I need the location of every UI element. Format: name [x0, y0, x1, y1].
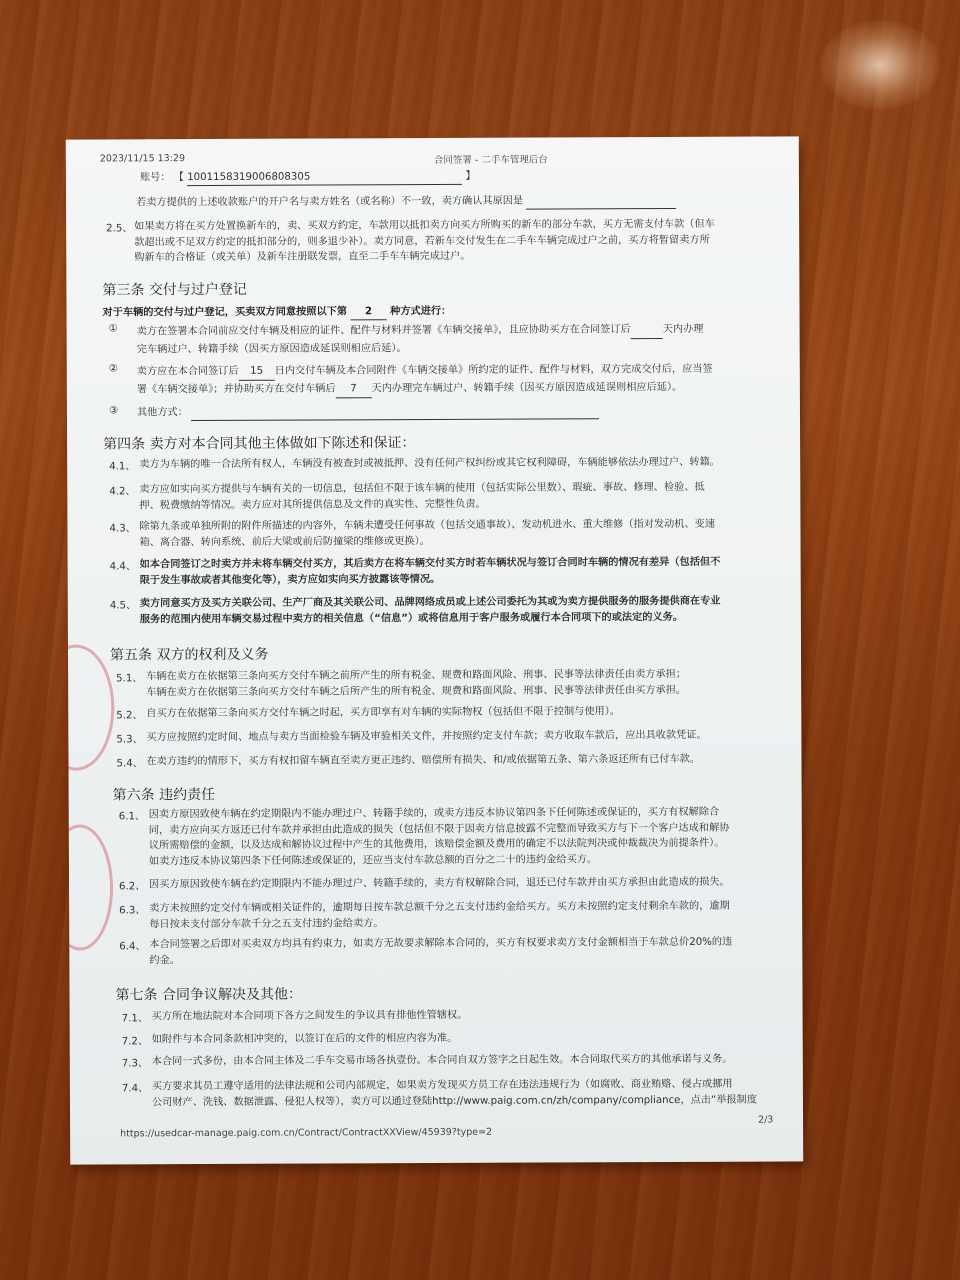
clause-text — [139, 517, 715, 551]
section-4-title: 第四条 卖方对本合同其他主体做如下陈述和保证： — [103, 435, 416, 453]
clause-text — [140, 594, 721, 628]
clause-line: 买方应按照约定时间、地点与卖方当面检验车辆及审验相关文件，并按照约定支付车款；卖方收取车款后，应出具收款凭证。 — [146, 729, 707, 744]
clause-number: 4.2、 — [109, 486, 136, 498]
clause-line: 卖方为车辆的唯一合法所有权人，车辆没有被查封或被抵押、没有任何产权纠纷或其它权利障碍，车辆能够依法办理过户、转籍。 — [139, 456, 720, 471]
option-1-line-2: 完车辆过户、转籍手续（因买方原因造成延误则相应后延）。 — [136, 343, 407, 356]
clause-line: 限于发生事故或者其他变化等），卖方应如实向买方披露该等情况。 — [139, 573, 441, 586]
clause-number: 7.4、 — [121, 1083, 149, 1095]
clause-text — [152, 1008, 468, 1025]
clause-number: 5.4、 — [116, 758, 143, 770]
option-2-number: ② — [108, 363, 118, 375]
clause-number: 5.2、 — [116, 710, 143, 722]
section-3-title: 第三条 交付与过户登记 — [102, 281, 247, 299]
clause-number: 5.3、 — [116, 734, 143, 746]
clause-text — [152, 1031, 458, 1048]
lead-method-value: 2 — [351, 304, 387, 320]
clause-number: 6.1、 — [118, 811, 146, 823]
print-title: 合同签署 - 二手车管理后台 — [433, 154, 548, 166]
clause-text — [140, 555, 721, 589]
option-1-text — [137, 321, 704, 358]
option-3-number: ③ — [108, 405, 119, 417]
clause-2-5-text — [134, 217, 715, 266]
clause-line: 同，卖方应向买方返还已付车款并承担由此造成的损失（包括但不限于因卖方信息披露不完整而导致买方与下一个客户达成和解协 — [148, 822, 730, 836]
clause-line: 因卖方原因致使车辆在约定期限内不能办理过户、转籍手续的，或卖方违反本协议第四条下任何陈述或保证的，买方有权解除合 — [148, 806, 720, 821]
clause-text — [146, 728, 706, 746]
option-1-number: ① — [108, 323, 118, 335]
clause-line: 公司财产、洗钱、数据泄露、侵犯人权等），卖方可以通过登陆http://www.paig.com.cn/zh/company/compliance，点击“举报制度 — [151, 1094, 758, 1108]
clause-number: 6.3、 — [119, 905, 146, 917]
clause-text — [152, 1052, 733, 1070]
clause-text — [152, 1077, 757, 1111]
clause-line: 如附件与本合同条款相冲突的，以签订在后的文件的相应内容为准。 — [151, 1032, 458, 1046]
clause-number: 4.5、 — [109, 600, 137, 612]
red-seal-stamp — [66, 824, 114, 950]
clause-line: 除第九条或单独所附的附件所描述的内容外，车辆未遭受任何事故（包括交通事故）、发动机进水、重大维修（指对发动机、变速 — [139, 518, 716, 533]
clause-line: 如本合同签订之时卖方并未将车辆交付买方，其后卖方在将车辆交付买方时若车辆状况与签订合同时车辆的情况有差异（包括但不 — [139, 556, 721, 571]
clause-line: 款超出或不足双方约定的抵扣部分的，则多退少补）。卖方同意，若新车交付发生在二手车车辆完成过户之前，买方将暂留卖方所 — [134, 234, 710, 248]
clause-line: 押、税费缴纳等情况。卖方应对其所提供信息及文件的真实性、完整性负责。 — [139, 498, 486, 511]
option-3-label: 其他方式： — [136, 407, 188, 419]
option-2-line-c: 署《车辆交接单》；并协助买方在交付车辆后 — [136, 383, 336, 396]
account-number: 1001158319006808305 — [187, 169, 462, 186]
clause-text — [146, 704, 620, 722]
section-6-title: 第六条 违约责任 — [112, 786, 216, 804]
account-bracket-open: 【 — [173, 172, 184, 184]
option-1-line-a: 卖方在签署本合同前应交付车辆及相应的证件、配件与材料并签署《车辆交接单》，且应协助买方在合同签订后 — [136, 324, 631, 338]
clause-text — [146, 752, 700, 770]
clause-number: 6.2、 — [119, 881, 146, 893]
section-5-title: 第五条 双方的权利及义务 — [109, 646, 269, 664]
clause-line: 箱、离合器、转向系统、前后大梁或前后防撞梁的维修或更换）。 — [139, 535, 430, 548]
lead-text-a: 对于车辆的交付与过户登记，买卖双方同意按照以下第 — [102, 306, 348, 319]
clause-text — [149, 935, 732, 969]
clause-line: 买方所在地法院对本合同项下各方之间发生的争议具有排他性管辖权。 — [151, 1009, 468, 1023]
clause-number: 7.1、 — [121, 1013, 149, 1025]
clause-number: 6.4、 — [119, 941, 146, 953]
clause-line: 每日按未支付部分车款千分之五支付违约金给卖方。 — [149, 917, 384, 930]
lead-text-b: 种方式进行： — [390, 305, 452, 318]
clause-line: 卖方应如实向买方提供与车辆有关的一切信息，包括但不限于该车辆的使用（包括实际公里数）、瑕疵、事故、修理、检验、抵 — [139, 481, 705, 496]
clause-line: 服务的范围内使用车辆交易过程中卖方的相关信息（“信息”）或将信息用于客户服务或履行本合同项下的或法定的义务。 — [139, 611, 684, 625]
option-1-line-b: 天内办理 — [662, 323, 704, 336]
option-2-text — [137, 361, 713, 400]
clause-line: 议所需赔偿的金额，以及达成和解协议过程中产生的其他费用，该赔偿金额及费用的确定不以法院判决或仲裁裁决为前提条件）。 — [148, 837, 725, 852]
account-mismatch-text: 若卖方提供的上述收款账户的开户名与卖方姓名（或名称）不一致，卖方确认其原因是 — [136, 195, 524, 209]
delivery-days: 15 — [239, 363, 275, 381]
footer-url: https://usedcar-manage.paig.com.cn/Contract/ContractXXView/45939?type=2 — [120, 1126, 493, 1140]
clause-line: 买方要求其员工遵守适用的法律法规和公司内部规定，如果卖方发现买方员工存在违法违规行为（如腐败、商业贿赂、侵占或挪用 — [151, 1078, 733, 1093]
account-label: 账号： — [139, 172, 171, 184]
clause-number: 4.1、 — [109, 461, 136, 473]
clause-line: 卖方同意买方及买方关联公司、生产厂商及其关联公司、品牌网络成员或上述公司委托为其或为卖方提供服务的服务提供商在专业 — [139, 595, 721, 610]
section-3-lead — [102, 304, 451, 322]
clause-text — [149, 875, 730, 893]
clause-2-5-number: 2.5、 — [106, 223, 133, 235]
transfer-days: 7 — [335, 380, 371, 398]
clause-line: 本合同一式多份，由本合同主体及二手车交易市场各执壹份。本合同自双方签字之日起生效。本合同取代买方的其他承诺与义务。 — [151, 1053, 733, 1068]
section-7-title: 第七条 合同争议解决及其他： — [115, 986, 302, 1004]
clause-line: 因买方原因致使车辆在约定期限内不能办理过户、转籍手续的，卖方有权解除合同，退还已付车款并由买方承担由此造成的损失。 — [148, 876, 730, 891]
option-2-line-d: 天内办理完车辆过户、转籍手续（因买方原因造成延误则相应后延）。 — [371, 381, 683, 395]
clause-line: 如果卖方将在买方处置换新车的，卖、买双方约定，车款用以抵扣卖方向买方所购买的新车的部分车款，买方无需支付车款（但车 — [134, 218, 715, 233]
clause-line: 购新车的合格证（或关单）及新车注册联发票，直至二手车车辆完成过户。 — [134, 250, 471, 264]
option-2-line-a: 卖方应在本合同签订后 — [136, 365, 239, 378]
clause-text — [139, 455, 720, 473]
account-bracket-close: 】 — [465, 170, 476, 182]
clause-number: 7.2、 — [121, 1036, 149, 1048]
page-number: 2/3 — [758, 1114, 774, 1126]
clause-line: 自买方在依据第三条向买方交付车辆之时起，买方即享有对车辆的实际物权（包括但不限于控制与使用）。 — [146, 706, 621, 720]
clause-number: 4.4、 — [109, 561, 137, 573]
print-datetime: 2023/11/15 13:29 — [99, 153, 186, 165]
contract-page — [66, 136, 803, 1164]
clause-text — [139, 480, 705, 513]
clause-line: 车辆在卖方在依据第三条向买方交付车辆之后所产生的所有税金、规费和路面风险、刑事、民事等法律责任由买方承担。 — [146, 684, 687, 698]
option-2-line-b: 日内交付车辆及本合同附件《车辆交接单》所约定的证件、配件与材料，双方完成交付后，应当签 — [274, 363, 713, 377]
clause-text — [149, 899, 730, 933]
clause-text — [149, 805, 730, 870]
option-3-row — [137, 403, 599, 421]
clause-text — [146, 667, 686, 700]
account-name-mismatch-line — [136, 193, 676, 211]
clause-number: 4.3、 — [109, 523, 136, 535]
clause-line: 卖方未按照约定交付车辆或相关证件的，逾期每日按车款总额千分之五支付违约金给买方。买方未按照约定支付剩余车款的，逾期 — [149, 900, 730, 915]
clause-line: 如卖方违反本协议第四条下任何陈述或保证的，还应当支付车款总额的百分之二十的违约金给买方。 — [148, 853, 598, 867]
clause-line: 约金。 — [149, 954, 180, 966]
clause-number: 5.1、 — [116, 673, 143, 685]
light-glare — [820, 20, 940, 110]
clause-line: 本合同签署之后即对买卖双方均具有约束力，如卖方无故要求解除本合同的，买方有权要求卖方支付金额相当于车款总价20%的违 — [149, 936, 733, 951]
clause-line: 在卖方违约的情形下，买方有权扣留车辆直至卖方更正违约、赔偿所有损失、和/或依据第五条、第六条返还所有已付车款。 — [146, 753, 701, 768]
clause-line: 车辆在卖方在依据第三条向买方交付车辆之前所产生的所有税金、规费和路面风险、刑事、民事等法律责任由卖方承担； — [146, 668, 687, 683]
red-seal-stamp — [66, 644, 115, 770]
account-row — [140, 169, 476, 186]
clause-number: 7.3、 — [121, 1058, 149, 1070]
